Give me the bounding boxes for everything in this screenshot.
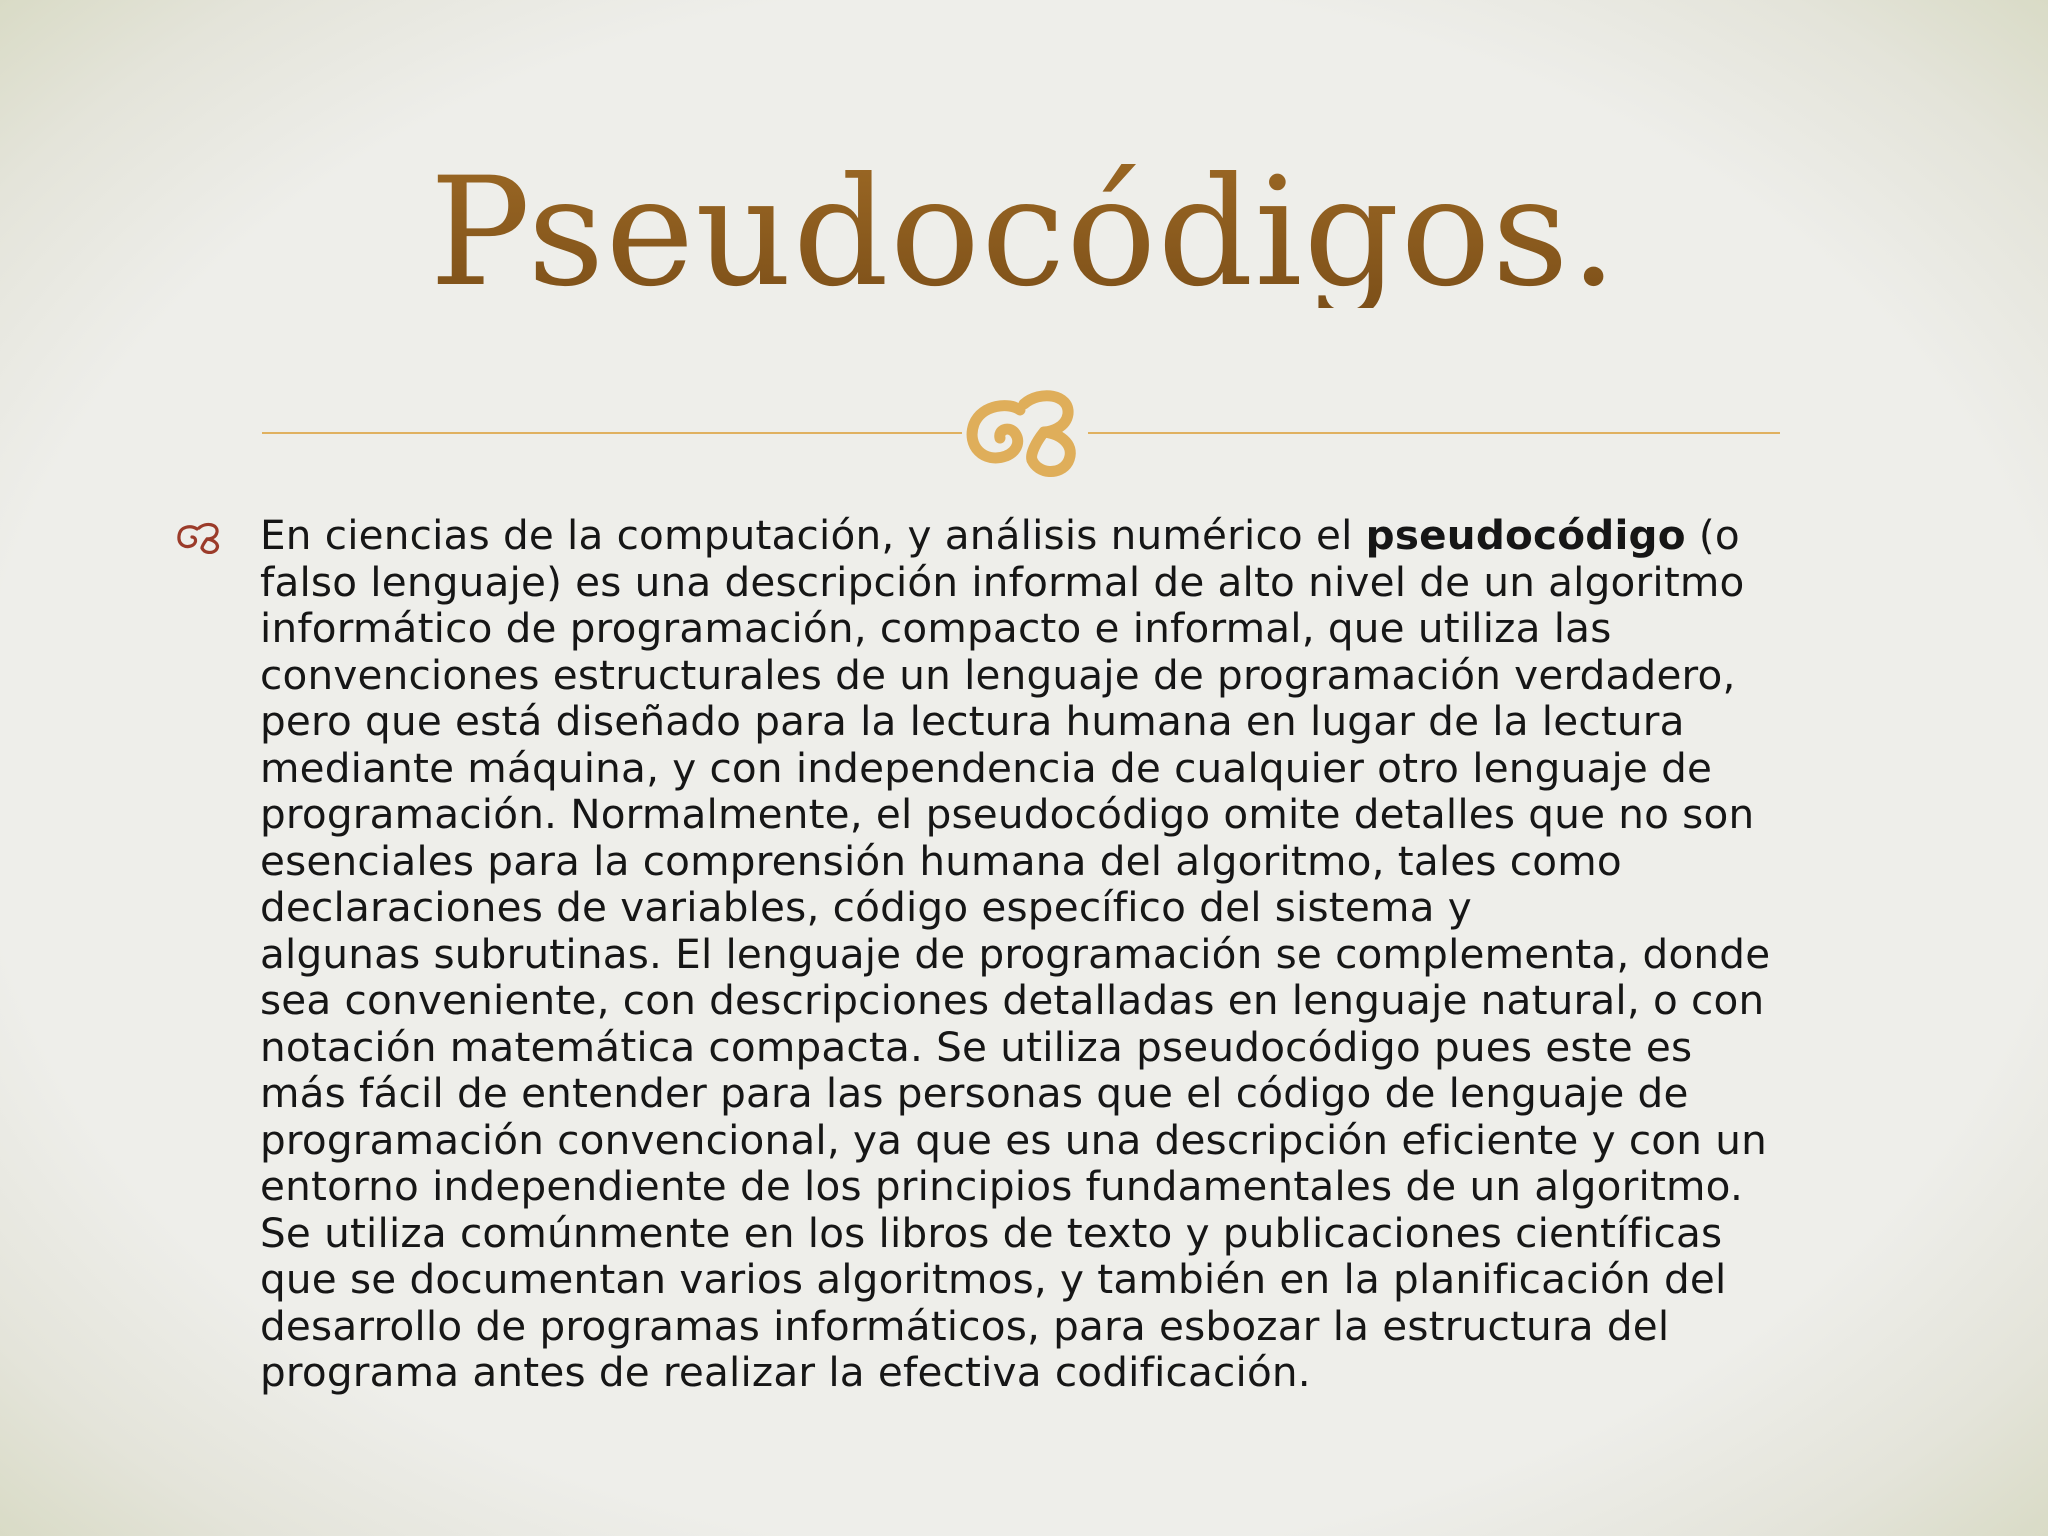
paragraph-line: desarrollo de programas informáticos, para esbozar la estructura del bbox=[260, 1301, 1670, 1350]
flourish-bullet-icon bbox=[176, 520, 222, 554]
paragraph-line: esenciales para la comprensión humana del algoritmo, tales como bbox=[260, 836, 1622, 885]
paragraph-line: pero que está diseñado para la lectura humana en lugar de la lectura bbox=[260, 697, 1685, 745]
paragraph-bold-term: pseudocódigo bbox=[1365, 511, 1686, 559]
bullet-paragraph bbox=[260, 512, 1890, 1396]
paragraph-line: programación. Normalmente, el pseudocódigo omite detalles que no son bbox=[260, 790, 1755, 838]
paragraph-line bbox=[260, 512, 1890, 559]
paragraph-line: falso lenguaje) es una descripción informal de alto nivel de un algoritmo bbox=[260, 557, 1745, 606]
paragraph-line: notación matemática compacta. Se utiliza pseudocódigo pues este es bbox=[260, 1022, 1693, 1071]
paragraph-line: que se documentan varios algoritmos, y también en la planificación del bbox=[260, 1255, 1727, 1303]
paragraph-line: algunas subrutinas. El lenguaje de programación se complementa, donde bbox=[260, 929, 1771, 978]
paragraph-line: convenciones estructurales de un lenguaje de programación verdadero, bbox=[260, 650, 1736, 699]
paragraph-line: programación convencional, ya que es una descripción eficiente y con un bbox=[260, 1115, 1767, 1164]
title-divider-right bbox=[1088, 432, 1780, 434]
paragraph-line: más fácil de entender para las personas que el código de lenguaje de bbox=[260, 1069, 1689, 1117]
paragraph-line: Se utiliza comúnmente en los libros de texto y publicaciones científicas bbox=[260, 1208, 1723, 1257]
paragraph-line: declaraciones de variables, código específico del sistema y bbox=[260, 883, 1472, 931]
paragraph-intro-tail: (o bbox=[1685, 511, 1740, 559]
paragraph-intro: En ciencias de la computación, y análisis numérico el bbox=[260, 511, 1366, 559]
paragraph-line: sea conveniente, con descripciones detalladas en lenguaje natural, o con bbox=[260, 976, 1765, 1024]
paragraph-line: informático de programación, compacto e informal, que utiliza las bbox=[260, 604, 1612, 652]
flourish-ornament-icon bbox=[958, 384, 1092, 478]
slide-title: Pseudocódigos. bbox=[0, 158, 2048, 308]
title-divider-left bbox=[262, 432, 962, 434]
paragraph-line: mediante máquina, y con independencia de cualquier otro lenguaje de bbox=[260, 743, 1713, 792]
paragraph-line: programa antes de realizar la efectiva codificación. bbox=[260, 1348, 1311, 1396]
paragraph-line: entorno independiente de los principios fundamentales de un algoritmo. bbox=[260, 1162, 1744, 1210]
